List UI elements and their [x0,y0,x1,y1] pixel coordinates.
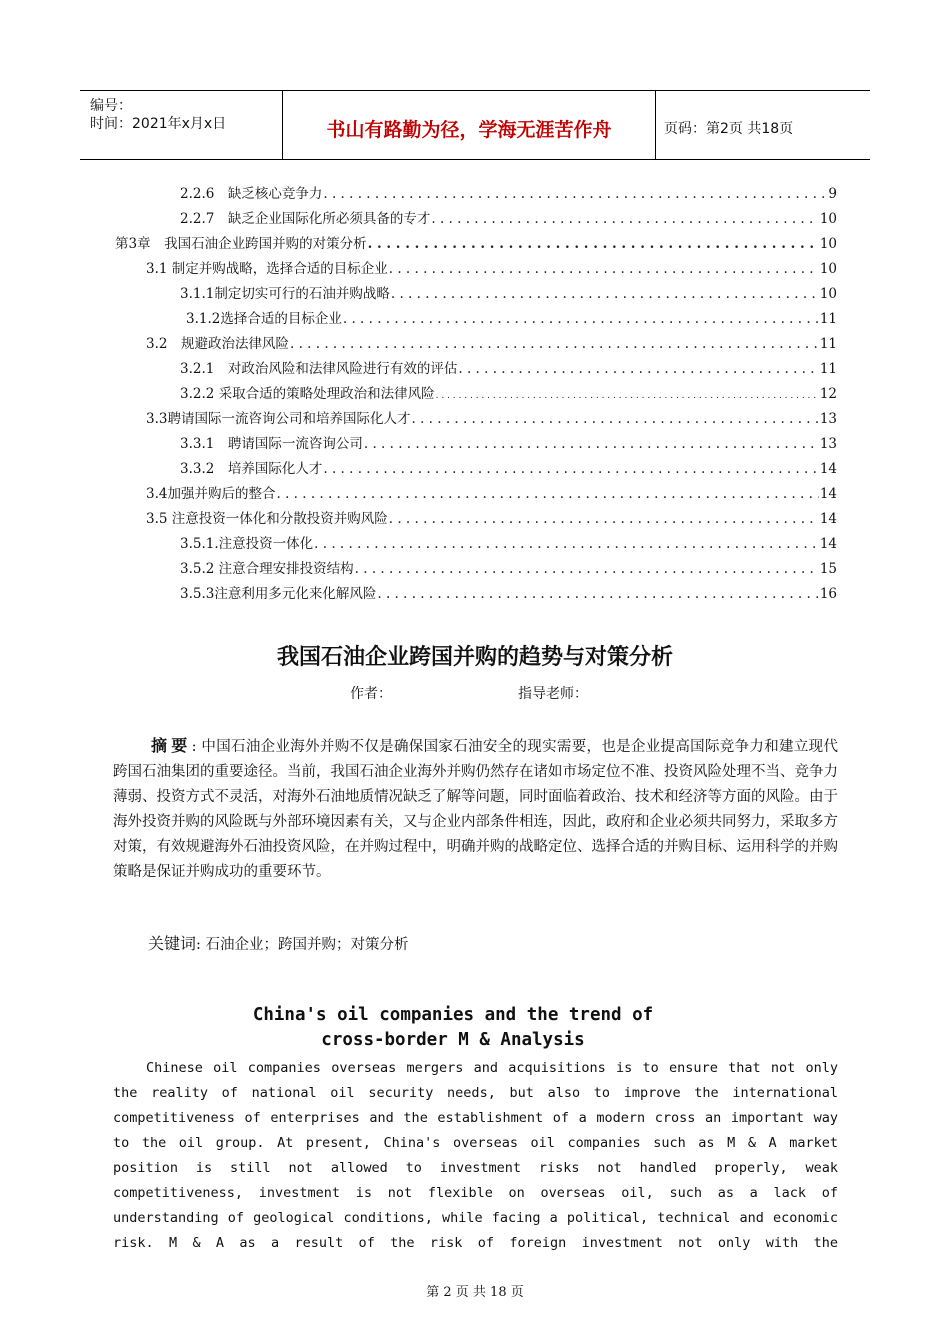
number-label: 编号： [90,98,132,114]
time-label: 时间：2021年x月x日 [90,116,227,132]
toc-leader-dots [355,559,819,579]
toc-entry-page: 13 [819,411,837,427]
toc-entry-title: 3.3.2 培养国际化人才 [180,461,323,477]
toc-leader-dots [391,284,819,304]
toc-entry-page: 16 [819,586,837,602]
toc-entry-page: 14 [819,536,837,552]
article-title: 我国石油企业跨国并购的趋势与对策分析 [276,645,673,670]
english-title-line: cross-border M & Analysis [321,1030,585,1050]
toc-entry-title: 3.5 注意投资一体化和分散投资并购风险 [146,511,388,527]
toc-entry-title: 3.3聘请国际一流咨询公司和培养国际化人才 [146,411,411,427]
keywords-label: 关键词 [148,934,197,953]
page-header [80,90,870,160]
toc-entry[interactable] [146,334,837,354]
toc-entry-title: 3.2.2 采取合适的策略处理政治和法律风险 [180,386,435,402]
toc-entry-title: 3.2 规避政治法律风险 [146,336,289,352]
toc-leader-dots [314,534,819,554]
toc-leader-dots [377,584,818,604]
toc-entry-title: 3.1.2选择合适的目标企业 [186,311,342,327]
toc-entry-title: 2.2.6 缺乏核心竞争力 [180,186,323,202]
english-title-line: China's oil companies and the trend of [252,1005,654,1025]
toc-entry[interactable] [180,584,837,604]
abstract-text: : 中国石油企业海外并购不仅是确保国家石油安全的现实需要，也是企业提高国际竞争力和建立现代跨国石油集团的重要途径。当前，我国石油企业海外并购仍然存在诸如市场定位不准、投资风险处理不当、竞争力薄弱、投资方式不灵活，对海外石油地质情况缺乏了解等问题，同时面临着政治、技术和经济等方面的风险。由于海外投资并购的风险既与外部环境因素有关，又与企业内部条件相连，因此，政府和企业必须共同努力，采取多方对策，有效规避海外石油投资风险，在并购过程中，明确并购的战略定位、选择合适的并购目标、运用科学的并购策略是保证并购成功的重要环节。 [113,739,838,880]
toc-entry[interactable] [180,459,837,479]
toc-entry-title: 2.2.7 缺乏企业国际化所必须具备的专才 [180,211,431,227]
toc-entry-page: 14 [819,511,837,527]
toc-leader-dots [431,209,818,229]
toc-entry-page: 13 [819,436,837,452]
chinese-abstract [113,733,838,885]
toc-entry[interactable] [146,259,837,279]
toc-entry-title: 3.1 制定并购战略，选择合适的目标企业 [146,261,388,277]
toc-leader-dots [389,259,819,279]
header-motto: 书山有路勤为径，学海无涯苦作舟 [326,119,612,141]
toc-leader-dots [458,359,818,379]
toc-entry[interactable] [180,559,837,579]
page-footer: 第 2 页 共 18 页 [426,1285,524,1300]
toc-entry-title: 3.5.2 注意合理安排投资结构 [180,561,354,577]
toc-entry[interactable] [146,409,837,429]
toc-entry[interactable] [180,534,837,554]
toc-entry[interactable] [146,509,837,529]
toc-leader-dots [323,184,827,204]
author-label: 作者： [350,686,392,702]
toc-leader-dots [436,386,819,406]
toc-entry-title: 3.1.1制定切实可行的石油并购战略 [180,286,390,302]
toc-entry[interactable] [180,434,837,454]
toc-entry-page: 11 [819,336,837,352]
toc-entry-title: 3.5.3注意利用多元化来化解风险 [180,586,377,602]
toc-entry-page: 11 [819,311,837,327]
toc-entry-page: 10 [819,236,837,252]
toc-entry-title: 3.4加强并购后的整合 [146,486,276,502]
toc-leader-dots [290,334,819,354]
toc-entry[interactable] [180,184,837,204]
toc-entry-title: 3.5.1.注意投资一体化 [180,536,314,552]
toc-entry-page: 10 [819,286,837,302]
toc-entry[interactable] [180,209,837,229]
toc-entry-title: 3.3.1 聘请国际一流咨询公司 [180,436,363,452]
keywords-text: : 石油企业；跨国并购；对策分析 [196,937,409,953]
toc-entry[interactable] [115,234,837,254]
toc-leader-dots [389,509,819,529]
toc-entry-page: 12 [819,386,837,402]
english-abstract: Chinese oil companies overseas mergers and acquisitions is to ensure that not only the reality of national oil security needs, but also to improve the international competitiveness of enterprises and the establishment of a modern cross an important way to the oil group. At present, China's overseas oil companies such as M & A market position is still not allowed to investment risks not handled properly, weak competitiveness, investment is not flexible on overseas oil, such as a lack of understanding of geological conditions, while facing a political, technical and economic risk. M & A as a result of the risk of foreign investment not only with the [113,1060,838,1251]
toc-leader-dots [364,434,819,454]
toc-entry-page: 11 [819,361,837,377]
advisor-label: 指导老师： [518,686,588,702]
toc-leader-dots [411,409,818,429]
toc-entry-page: 10 [819,261,837,277]
header-page-info: 页码：第2页 共18页 [664,121,794,137]
toc-entry-page: 14 [819,486,837,502]
toc-entry-page: 15 [819,561,837,577]
toc-entry[interactable] [180,359,837,379]
toc-leader-dots [323,459,818,479]
toc-entry-title: 第3章 我国石油企业跨国并购的对策分析 [115,236,367,252]
toc-leader-dots [276,484,818,504]
toc-leader-dots [368,234,819,254]
header-motto-cell [282,91,656,159]
toc-entry[interactable] [146,484,837,504]
toc-entry[interactable] [186,309,837,329]
toc-entry-page: 14 [819,461,837,477]
header-meta [80,91,280,159]
keywords [148,931,409,954]
toc-entry-title: 3.2.1 对政治风险和法律风险进行有效的评估 [180,361,458,377]
toc-entry-page: 10 [819,211,837,227]
toc-entry[interactable] [180,384,837,404]
abstract-label: 摘要 [151,736,192,755]
toc-entry[interactable] [180,284,837,304]
toc-leader-dots [343,309,819,329]
toc-entry-page: 9 [828,186,837,202]
english-title [0,1003,906,1053]
